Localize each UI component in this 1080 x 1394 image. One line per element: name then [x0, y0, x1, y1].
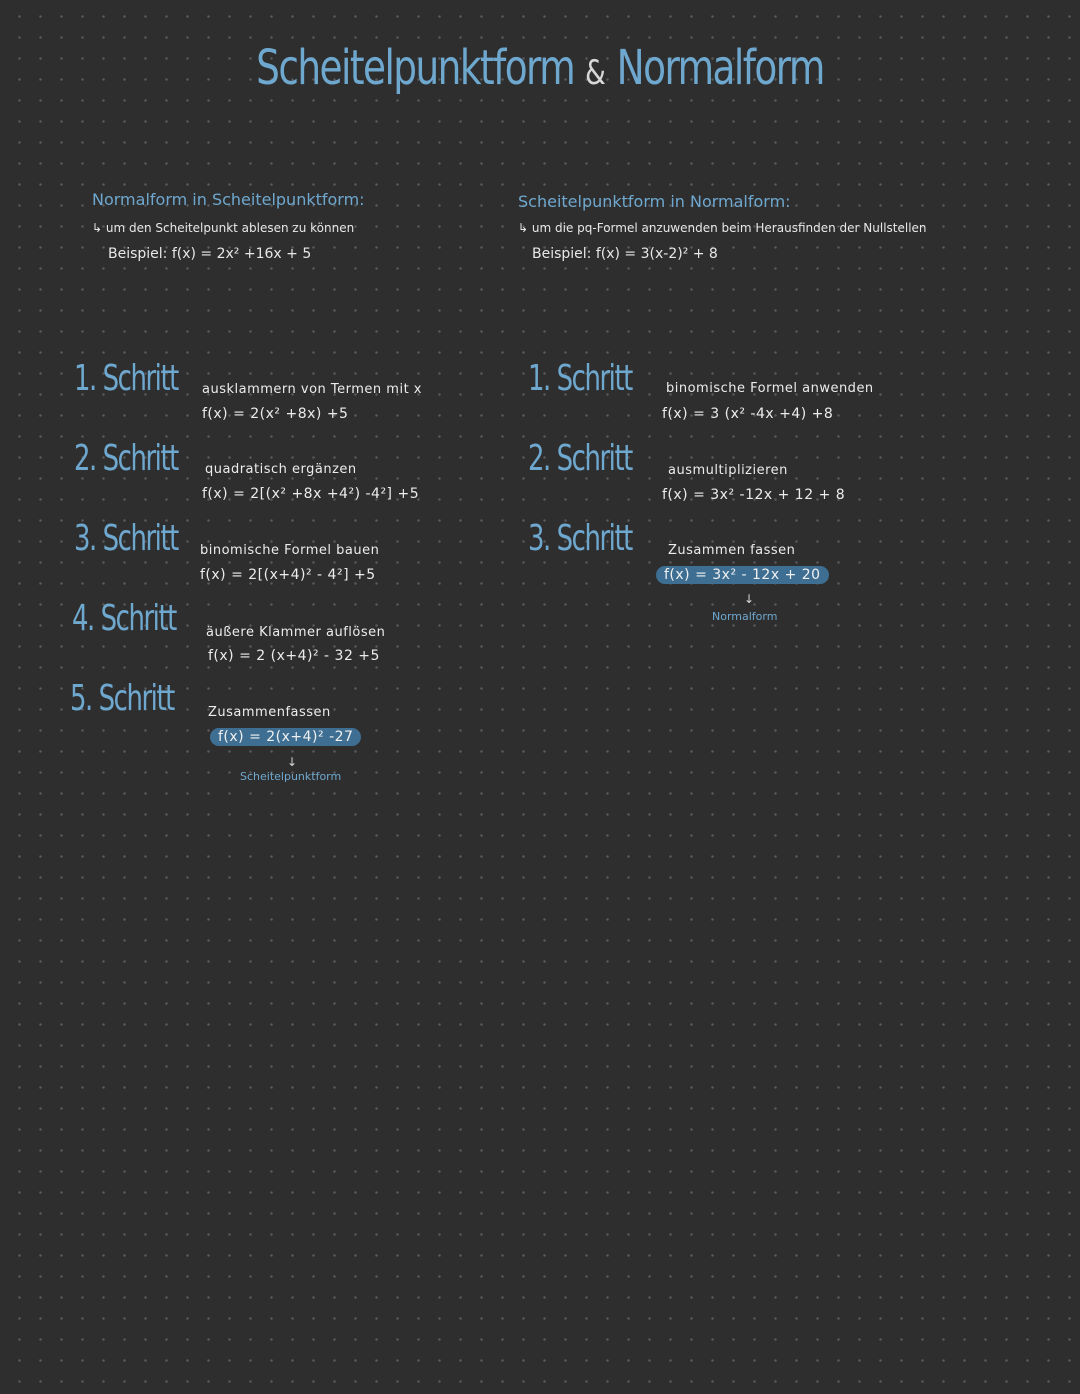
right-step-3-label: 3. Schritt	[528, 518, 632, 559]
right-result-highlight: f(x) = 3x² - 12x + 20	[656, 566, 829, 584]
right-step-3-desc: Zusammen fassen	[668, 543, 796, 558]
right-step-2-formula: f(x) = 3x² -12x + 12 + 8	[662, 487, 846, 503]
right-heading: Scheitelpunktform in Normalform:	[518, 192, 791, 211]
left-heading: Normalform in Scheitelpunktform:	[92, 190, 365, 209]
left-step-5-label: 5. Schritt	[70, 678, 174, 719]
left-step-1-formula: f(x) = 2(x² +8x) +5	[202, 406, 349, 422]
left-step-2-formula: f(x) = 2[(x² +8x +4²) -4²] +5	[202, 486, 420, 502]
down-arrow-icon: ↓	[744, 592, 755, 606]
left-step-5-desc: Zusammenfassen	[208, 705, 331, 720]
arrow-icon: ↳	[92, 221, 103, 235]
right-step-2-label: 2. Schritt	[528, 438, 632, 479]
right-subtitle-text: um die pq-Formel anzuwenden beim Herausfinden der Nullstellen	[531, 221, 927, 235]
left-step-1-label: 1. Schritt	[74, 358, 178, 399]
left-subtitle	[92, 221, 354, 235]
left-step-3-label: 3. Schritt	[74, 518, 178, 559]
title-right: Normalform	[616, 40, 824, 96]
right-step-1-label: 1. Schritt	[528, 358, 632, 399]
left-step-2-label: 2. Schritt	[74, 438, 178, 479]
down-arrow-icon: ↓	[287, 755, 298, 769]
right-step-2-desc: ausmultiplizieren	[668, 463, 788, 478]
left-subtitle-text: um den Scheitelpunkt ablesen zu können	[105, 221, 355, 235]
left-result-highlight: f(x) = 2(x+4)² -27	[210, 728, 361, 746]
right-result-label: Normalform	[712, 610, 778, 623]
right-example: Beispiel: f(x) = 3(x-2)² + 8	[532, 246, 718, 262]
right-step-1-desc: binomische Formel anwenden	[666, 381, 874, 396]
arrow-icon: ↳	[518, 221, 529, 235]
left-step-3-formula: f(x) = 2[(x+4)² - 4²] +5	[200, 567, 376, 583]
right-subtitle	[518, 221, 927, 235]
title-ampersand: &	[585, 53, 606, 93]
left-step-1-desc: ausklammern von Termen mit x	[202, 382, 422, 397]
left-step-2-desc: quadratisch ergänzen	[205, 462, 357, 477]
left-step-4-desc: äußere Klammer auflösen	[206, 625, 386, 640]
left-example: Beispiel: f(x) = 2x² +16x + 5	[108, 246, 312, 262]
right-result-formula	[656, 567, 829, 583]
left-step-4-formula: f(x) = 2 (x+4)² - 32 +5	[208, 648, 380, 664]
left-step-3-desc: binomische Formel bauen	[200, 543, 380, 558]
left-result-label: Scheitelpunktform	[240, 770, 342, 783]
title-left: Scheitelpunktform	[256, 40, 575, 96]
left-step-4-label: 4. Schritt	[72, 598, 176, 639]
page-title	[119, 40, 961, 96]
right-step-1-formula: f(x) = 3 (x² -4x +4) +8	[662, 406, 834, 422]
left-result-formula	[210, 729, 361, 745]
